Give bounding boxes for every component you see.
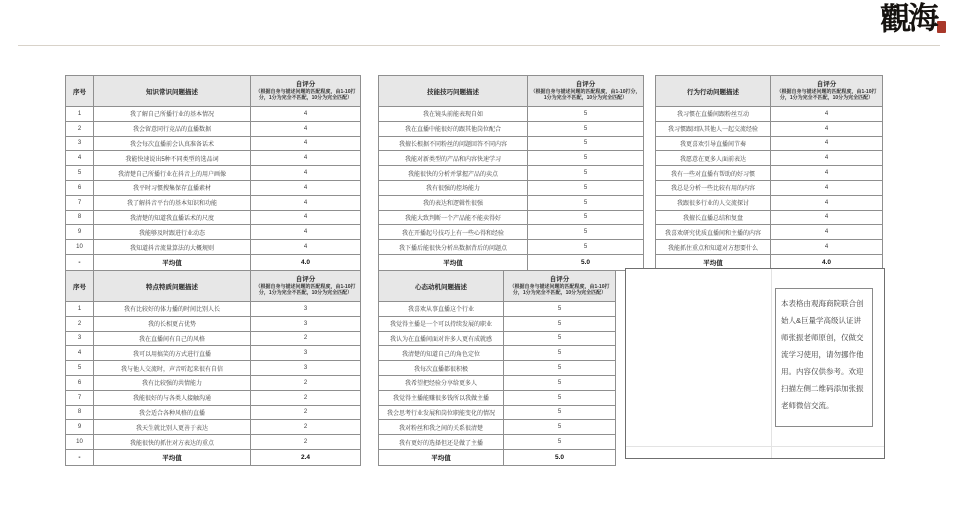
table-skills	[378, 75, 643, 271]
cell-average-label: 平均值	[94, 254, 251, 270]
table-row	[66, 195, 361, 210]
cell-index: 5	[66, 361, 94, 376]
table-row	[66, 420, 361, 435]
cell-score: 2	[251, 331, 361, 346]
table-row	[379, 136, 644, 151]
col-header-score	[251, 271, 361, 302]
cell-question: 我会思考行业发展和岗位职能变化的情况	[379, 405, 504, 420]
cell-question: 我喜欢研究优质直播间和主播的内容	[656, 225, 771, 240]
cell-score: 4	[771, 240, 883, 255]
cell-score: 4	[771, 121, 883, 136]
cell-score: 4	[251, 195, 361, 210]
cell-score: 5	[528, 240, 644, 255]
cell-average-score: 4.0	[771, 254, 883, 270]
brand-logo	[880, 1, 946, 43]
cell-question: 我习惯跟团队其他人一起交流经验	[656, 121, 771, 136]
cell-average-index: -	[66, 449, 94, 465]
table-row	[656, 210, 883, 225]
cell-score: 4	[771, 180, 883, 195]
cell-question: 我觉得主播是一个可以持续发展的职业	[379, 316, 504, 331]
assessment-table	[65, 75, 361, 271]
table-row	[66, 435, 361, 450]
table-row	[379, 195, 644, 210]
cell-index: 4	[66, 346, 94, 361]
cell-question: 我能对新类型的产品和内容快速学习	[379, 151, 528, 166]
table-row	[66, 361, 361, 376]
cell-score: 4	[771, 151, 883, 166]
gridline-horizontal	[626, 446, 884, 447]
col-header-score	[771, 76, 883, 107]
score-header-note: （根据自身与描述问题的匹配程度，由1-10打分，1分为完全不匹配，10分为完全匹配）	[509, 283, 610, 296]
cell-index: 6	[66, 375, 94, 390]
cell-score: 4	[251, 240, 361, 255]
score-header-note: （根据自身与描述问题的匹配程度，由1-10打分，1分为完全不匹配，10分为完全匹配）	[776, 88, 877, 101]
col-header-question: 技能技巧问题描述	[379, 76, 528, 107]
table-header-row	[379, 76, 644, 107]
cell-question: 我能抓住重点和知道对方想要什么	[656, 240, 771, 255]
cell-question: 我了解自己所播行业的基本情况	[94, 107, 251, 122]
average-row	[379, 254, 644, 270]
table-row	[66, 121, 361, 136]
cell-question: 我愿意在更多人面前表达	[656, 151, 771, 166]
col-header-score	[251, 76, 361, 107]
score-header-title: 自评分	[575, 80, 596, 88]
table-row	[379, 435, 616, 450]
cell-question: 我能大致判断一个产品能不能卖得好	[379, 210, 528, 225]
table-row	[379, 151, 644, 166]
cell-question: 我平时习惯搜集保存直播素材	[94, 180, 251, 195]
cell-score: 5	[504, 435, 616, 450]
table-row	[66, 225, 361, 240]
cell-question: 我对粉丝和我之间的关系很清楚	[379, 420, 504, 435]
cell-index: 9	[66, 420, 94, 435]
cell-score: 5	[504, 361, 616, 376]
cell-score: 4	[251, 166, 361, 181]
cell-score: 5	[504, 331, 616, 346]
cell-question: 我擅长直播总结和复盘	[656, 210, 771, 225]
cell-score: 5	[504, 420, 616, 435]
table-row	[66, 346, 361, 361]
cell-index: 5	[66, 166, 94, 181]
cell-score: 5	[528, 107, 644, 122]
cell-score: 3	[251, 302, 361, 317]
assessment-table	[378, 270, 616, 466]
cell-score: 4	[251, 107, 361, 122]
cell-score: 4	[771, 225, 883, 240]
col-header-question: 特点特质问题描述	[94, 271, 251, 302]
cell-score: 2	[251, 375, 361, 390]
table-row	[379, 107, 644, 122]
assessment-table	[65, 270, 361, 466]
table-row	[379, 331, 616, 346]
cell-score: 5	[528, 166, 644, 181]
table-row	[656, 107, 883, 122]
cell-score: 5	[504, 405, 616, 420]
score-header-note: （根据自身与描述问题的匹配程度，由1-10打分，1分为完全不匹配，10分为完全匹配）	[530, 88, 641, 101]
table-row	[656, 195, 883, 210]
cell-score: 2	[251, 405, 361, 420]
cell-score: 5	[504, 316, 616, 331]
cell-question: 我可以用搞笑的方式进行直播	[94, 346, 251, 361]
table-row	[66, 331, 361, 346]
cell-question: 我跟很多行业的人交流探讨	[656, 195, 771, 210]
cell-score: 5	[528, 225, 644, 240]
cell-question: 我有一些对直播有帮助的好习惯	[656, 166, 771, 181]
table-row	[379, 302, 616, 317]
cell-score: 4	[251, 225, 361, 240]
cell-question: 我在镜头前能表现自如	[379, 107, 528, 122]
copyright-note-text: 本表格由观海商院联合创始人&巨量学高级认证讲师张振老师原创，仅做交流学习使用，请勿挪作他用。内容仅供参考。欢迎扫描左侧二维码添加张振老师微信交流。	[781, 299, 864, 410]
col-header-question: 心态动机问题描述	[379, 271, 504, 302]
table-header-row	[656, 76, 883, 107]
cell-question: 我清楚自己所播行业在抖音上的用户画像	[94, 166, 251, 181]
cell-question: 我知道抖音流量算法的大概规则	[94, 240, 251, 255]
table-row	[66, 166, 361, 181]
col-header-score	[528, 76, 644, 107]
cell-question: 我天生就比别人更善于表达	[94, 420, 251, 435]
average-row	[66, 449, 361, 465]
cell-score: 3	[251, 361, 361, 376]
assessment-table	[655, 75, 883, 271]
cell-question: 我总是分析一些比较有用的内容	[656, 180, 771, 195]
table-row	[656, 136, 883, 151]
average-row	[379, 449, 616, 465]
cell-average-score: 5.0	[504, 449, 616, 465]
cell-score: 3	[251, 316, 361, 331]
table-row	[379, 121, 644, 136]
table-row	[379, 316, 616, 331]
cell-question: 我能很快的分析并掌握产品的卖点	[379, 166, 528, 181]
table-row	[379, 375, 616, 390]
table-row	[66, 405, 361, 420]
cell-question: 我下播后能很快分析出数据背后的问题点	[379, 240, 528, 255]
cell-question: 我在直播间有自己的风格	[94, 331, 251, 346]
cell-average-label: 平均值	[379, 449, 504, 465]
cell-score: 5	[528, 180, 644, 195]
average-row	[66, 254, 361, 270]
table-row	[656, 151, 883, 166]
table-row	[66, 302, 361, 317]
cell-score: 4	[771, 166, 883, 181]
cell-question: 我喜欢从事直播这个行业	[379, 302, 504, 317]
cell-score: 5	[528, 210, 644, 225]
score-header-title: 自评分	[295, 275, 316, 283]
cell-score: 4	[251, 210, 361, 225]
col-header-question: 知识常识问题描述	[94, 76, 251, 107]
cell-index: 2	[66, 121, 94, 136]
cell-question: 我在开播起号技巧上有一些心得和经验	[379, 225, 528, 240]
table-row	[66, 375, 361, 390]
cell-score: 2	[251, 390, 361, 405]
header-divider	[18, 45, 940, 46]
cell-score: 5	[528, 195, 644, 210]
table-row	[656, 240, 883, 255]
cell-score: 4	[251, 180, 361, 195]
cell-index: 7	[66, 390, 94, 405]
cell-question: 我会留意同行竞品的直播数据	[94, 121, 251, 136]
table-row	[66, 316, 361, 331]
cell-score: 4	[251, 121, 361, 136]
cell-score: 4	[251, 151, 361, 166]
gridline-vertical	[771, 269, 772, 458]
cell-index: 1	[66, 302, 94, 317]
cell-question: 我能很好的与各类人接触沟通	[94, 390, 251, 405]
cell-question: 我清楚的知道自己的角色定位	[379, 346, 504, 361]
table-row	[379, 180, 644, 195]
cell-score: 3	[251, 346, 361, 361]
table-row	[66, 151, 361, 166]
table-row	[379, 390, 616, 405]
cell-question: 我习惯在直播间跟粉丝互动	[656, 107, 771, 122]
cell-average-label: 平均值	[94, 449, 251, 465]
cell-index: 8	[66, 405, 94, 420]
cell-average-score: 5.0	[528, 254, 644, 270]
table-row	[66, 240, 361, 255]
cell-index: 1	[66, 107, 94, 122]
table-row	[379, 240, 644, 255]
brand-logo-text: 觀海	[879, 0, 937, 38]
cell-question: 我觉得主播能赚很多钱所以我做主播	[379, 390, 504, 405]
cell-question: 我有更好的选择但还是做了主播	[379, 435, 504, 450]
table-row	[656, 166, 883, 181]
cell-question: 我有比较好的体力播的时间比别人长	[94, 302, 251, 317]
cell-score: 4	[251, 136, 361, 151]
table-row	[379, 166, 644, 181]
cell-index: 4	[66, 151, 94, 166]
cell-average-score: 2.4	[251, 449, 361, 465]
cell-score: 4	[771, 107, 883, 122]
cell-score: 5	[528, 136, 644, 151]
cell-index: 7	[66, 195, 94, 210]
table-header-row	[66, 271, 361, 302]
table-row	[379, 225, 644, 240]
score-header-note: （根据自身与描述问题的匹配程度，由1-10打分，1分为完全不匹配，10分为完全匹配）	[255, 283, 356, 296]
table-row	[379, 346, 616, 361]
cell-index: 10	[66, 240, 94, 255]
table-row	[66, 390, 361, 405]
table-row	[379, 420, 616, 435]
cell-index: 10	[66, 435, 94, 450]
cell-question: 我能快速说出5种不同类型的选品词	[94, 151, 251, 166]
cell-score: 4	[771, 210, 883, 225]
table-header-row	[66, 76, 361, 107]
table-mindset	[378, 270, 615, 466]
cell-question: 我的表达和逻辑性很强	[379, 195, 528, 210]
cell-question: 我在直播中能很好的跟其他岗位配合	[379, 121, 528, 136]
cell-index: 2	[66, 316, 94, 331]
cell-question: 我能够及时跟进行业动态	[94, 225, 251, 240]
cell-score: 2	[251, 420, 361, 435]
cell-score: 5	[528, 151, 644, 166]
cell-score: 5	[504, 375, 616, 390]
cell-question: 我了解抖音平台的基本知识和功能	[94, 195, 251, 210]
cell-score: 5	[504, 302, 616, 317]
score-header-note: （根据自身与描述问题的匹配程度，由1-10打分，1分为完全不匹配，10分为完全匹配）	[255, 88, 356, 101]
cell-question: 我的长相更占优势	[94, 316, 251, 331]
table-row	[66, 210, 361, 225]
cell-question: 我擅长根据不同粉丝的问题回答不同内容	[379, 136, 528, 151]
table-row	[66, 180, 361, 195]
table-row	[656, 121, 883, 136]
table-knowledge	[65, 75, 360, 271]
cell-score: 5	[504, 346, 616, 361]
cell-score: 4	[771, 136, 883, 151]
cell-question: 我清楚的知道我直播话术的尺度	[94, 210, 251, 225]
cell-question: 我有比较强的共情能力	[94, 375, 251, 390]
cell-score: 4	[771, 195, 883, 210]
cell-question: 我更喜欢引导直播间节奏	[656, 136, 771, 151]
cell-index: 3	[66, 331, 94, 346]
score-header-title: 自评分	[295, 80, 316, 88]
table-row	[656, 225, 883, 240]
cell-score: 5	[528, 121, 644, 136]
cell-score: 2	[251, 435, 361, 450]
table-traits	[65, 270, 360, 466]
table-row	[379, 210, 644, 225]
cell-question: 我每次直播都很积极	[379, 361, 504, 376]
note-region	[625, 268, 885, 459]
table-row	[66, 136, 361, 151]
red-seal-icon	[937, 21, 946, 33]
table-behavior	[655, 75, 882, 271]
cell-question: 我会适合各种风格的直播	[94, 405, 251, 420]
cell-question: 我有很强的控场能力	[379, 180, 528, 195]
table-row	[379, 361, 616, 376]
col-header-index: 序号	[66, 76, 94, 107]
cell-question: 我会每次直播前会认真准备话术	[94, 136, 251, 151]
col-header-question: 行为行动问题描述	[656, 76, 771, 107]
cell-question: 我能很快的抓住对方表达的重点	[94, 435, 251, 450]
cell-index: 8	[66, 210, 94, 225]
cell-index: 9	[66, 225, 94, 240]
table-row	[66, 107, 361, 122]
cell-average-label: 平均值	[379, 254, 528, 270]
col-header-index: 序号	[66, 271, 94, 302]
score-header-title: 自评分	[816, 80, 837, 88]
cell-average-score: 4.0	[251, 254, 361, 270]
cell-question: 我认为在直播间面对许多人更有成就感	[379, 331, 504, 346]
cell-score: 5	[504, 390, 616, 405]
table-row	[379, 405, 616, 420]
cell-average-index: -	[66, 254, 94, 270]
assessment-table	[378, 75, 644, 271]
table-row	[656, 180, 883, 195]
col-header-score	[504, 271, 616, 302]
copyright-note-card	[775, 288, 873, 427]
cell-index: 6	[66, 180, 94, 195]
table-header-row	[379, 271, 616, 302]
cell-average-label: 平均值	[656, 254, 771, 270]
cell-question: 我与他人交流时，声音听起来很有自信	[94, 361, 251, 376]
cell-index: 3	[66, 136, 94, 151]
score-header-title: 自评分	[549, 275, 570, 283]
cell-question: 我希望把经验分享给更多人	[379, 375, 504, 390]
